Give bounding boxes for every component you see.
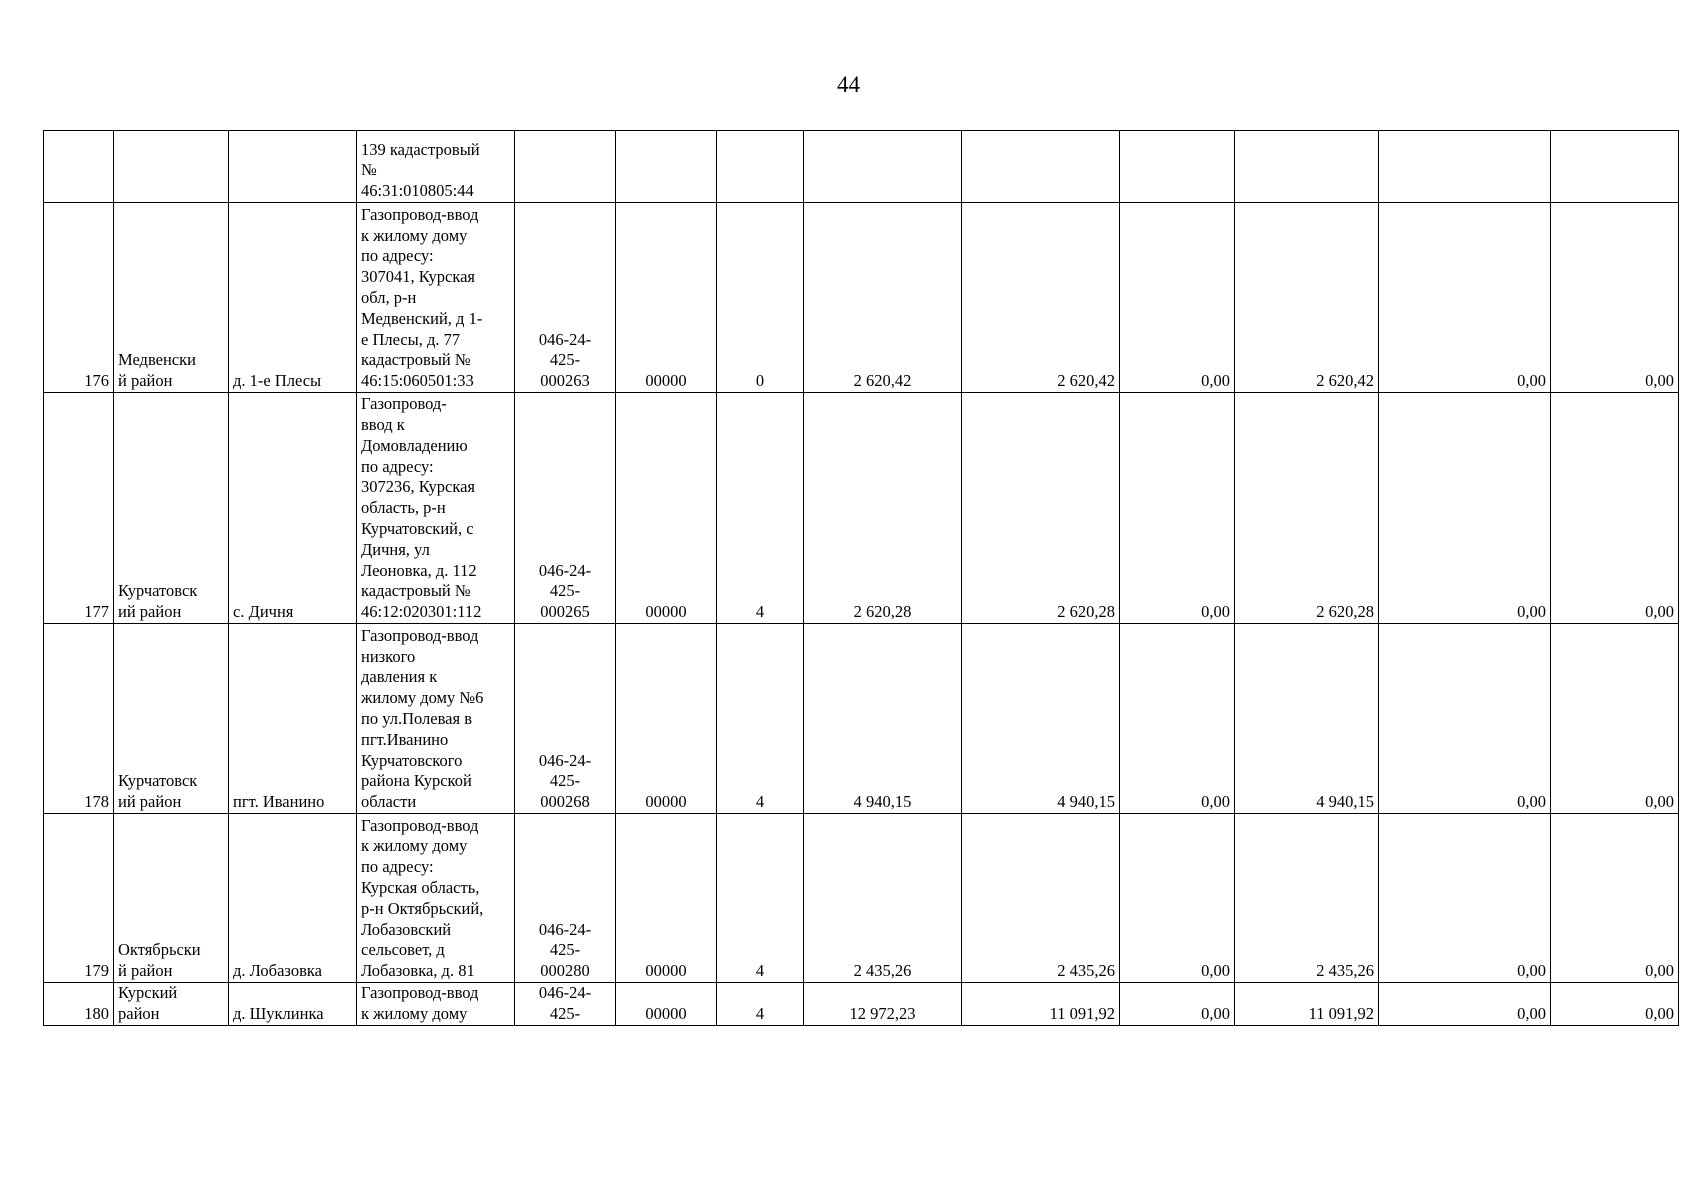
value-cell: 4 940,15 bbox=[1235, 624, 1379, 814]
row-number: 178 bbox=[44, 624, 114, 814]
value-cell: 2 620,42 bbox=[962, 203, 1120, 393]
page-number: 44 bbox=[837, 72, 860, 97]
registry-code-cell bbox=[515, 131, 616, 203]
value-cell: 11 091,92 bbox=[962, 983, 1120, 1026]
value-cell: 4 940,15 bbox=[962, 624, 1120, 814]
value-cell: 0,00 bbox=[1379, 393, 1551, 624]
locality-cell: пгт. Иванино bbox=[229, 624, 357, 814]
sub-code-cell: 00000 bbox=[616, 624, 717, 814]
group-cell: 4 bbox=[717, 393, 804, 624]
table-row bbox=[44, 131, 1679, 203]
value-cell: 0,00 bbox=[1379, 624, 1551, 814]
registry-code-cell: 046-24- 425- 000263 bbox=[515, 203, 616, 393]
value-cell: 0,00 bbox=[1379, 983, 1551, 1026]
value-cell: 2 620,42 bbox=[1235, 203, 1379, 393]
locality-cell: д. 1-е Плесы bbox=[229, 203, 357, 393]
object-description-cell: Газопровод-ввод низкого давления к жилому дому №6 по ул.Полевая в пгт.Иванино Курчатовского района Курской области bbox=[357, 624, 515, 814]
value-cell bbox=[1235, 131, 1379, 203]
value-cell: 2 620,42 bbox=[804, 203, 962, 393]
district-cell: Октябрьски й район bbox=[114, 814, 229, 983]
table-row bbox=[44, 983, 1679, 1026]
district-cell: Медвенски й район bbox=[114, 203, 229, 393]
row-number: 176 bbox=[44, 203, 114, 393]
locality-cell bbox=[229, 131, 357, 203]
value-cell: 2 435,26 bbox=[962, 814, 1120, 983]
value-cell: 0,00 bbox=[1120, 814, 1235, 983]
district-cell: Курчатовск ий район bbox=[114, 624, 229, 814]
sub-code-cell bbox=[616, 131, 717, 203]
object-description-cell: Газопровод- ввод к Домовладению по адресу: 307236, Курская область, р-н Курчатовский, с Дичня, ул Леоновка, д. 112 кадастровый № 46:12:020301:112 bbox=[357, 393, 515, 624]
row-number: 179 bbox=[44, 814, 114, 983]
registry-code-cell: 046-24- 425- 000280 bbox=[515, 814, 616, 983]
value-cell: 11 091,92 bbox=[1235, 983, 1379, 1026]
value-cell: 0,00 bbox=[1120, 393, 1235, 624]
table-row bbox=[44, 393, 1679, 624]
district-cell: Курчатовск ий район bbox=[114, 393, 229, 624]
object-description-cell: 139 кадастровый № 46:31:010805:44 bbox=[357, 131, 515, 203]
gas-pipeline-registry-table bbox=[43, 130, 1679, 1026]
value-cell: 0,00 bbox=[1551, 393, 1679, 624]
value-cell: 0,00 bbox=[1551, 624, 1679, 814]
district-cell: Курский район bbox=[114, 983, 229, 1026]
registry-code-cell: 046-24- 425- 000265 bbox=[515, 393, 616, 624]
table-row bbox=[44, 814, 1679, 983]
value-cell: 0,00 bbox=[1551, 203, 1679, 393]
row-number: 177 bbox=[44, 393, 114, 624]
value-cell bbox=[804, 131, 962, 203]
object-description-cell: Газопровод-ввод к жилому дому bbox=[357, 983, 515, 1026]
value-cell: 4 940,15 bbox=[804, 624, 962, 814]
value-cell bbox=[1120, 131, 1235, 203]
value-cell: 0,00 bbox=[1120, 983, 1235, 1026]
value-cell: 0,00 bbox=[1379, 203, 1551, 393]
value-cell: 0,00 bbox=[1551, 814, 1679, 983]
locality-cell: д. Шуклинка bbox=[229, 983, 357, 1026]
value-cell: 0,00 bbox=[1120, 624, 1235, 814]
value-cell: 0,00 bbox=[1379, 814, 1551, 983]
row-number: 180 bbox=[44, 983, 114, 1026]
group-cell: 0 bbox=[717, 203, 804, 393]
object-description-cell: Газопровод-ввод к жилому дому по адресу: Курская область, р-н Октябрьский, Лобазовский сельсовет, д Лобазовка, д. 81 bbox=[357, 814, 515, 983]
registry-code-cell: 046-24- 425- bbox=[515, 983, 616, 1026]
group-cell: 4 bbox=[717, 814, 804, 983]
value-cell bbox=[1379, 131, 1551, 203]
value-cell: 2 620,28 bbox=[962, 393, 1120, 624]
group-cell bbox=[717, 131, 804, 203]
table-row bbox=[44, 624, 1679, 814]
group-cell: 4 bbox=[717, 983, 804, 1026]
value-cell: 2 620,28 bbox=[1235, 393, 1379, 624]
object-description-cell: Газопровод-ввод к жилому дому по адресу: 307041, Курская обл, р-н Медвенский, д 1- е Плесы, д. 77 кадастровый № 46:15:060501:33 bbox=[357, 203, 515, 393]
value-cell: 0,00 bbox=[1120, 203, 1235, 393]
value-cell: 2 435,26 bbox=[1235, 814, 1379, 983]
value-cell: 2 620,28 bbox=[804, 393, 962, 624]
sub-code-cell: 00000 bbox=[616, 393, 717, 624]
table-row bbox=[44, 203, 1679, 393]
sub-code-cell: 00000 bbox=[616, 983, 717, 1026]
group-cell: 4 bbox=[717, 624, 804, 814]
value-cell bbox=[962, 131, 1120, 203]
registry-code-cell: 046-24- 425- 000268 bbox=[515, 624, 616, 814]
locality-cell: д. Лобазовка bbox=[229, 814, 357, 983]
value-cell: 2 435,26 bbox=[804, 814, 962, 983]
sub-code-cell: 00000 bbox=[616, 814, 717, 983]
district-cell bbox=[114, 131, 229, 203]
value-cell: 12 972,23 bbox=[804, 983, 962, 1026]
value-cell bbox=[1551, 131, 1679, 203]
locality-cell: с. Дичня bbox=[229, 393, 357, 624]
sub-code-cell: 00000 bbox=[616, 203, 717, 393]
value-cell: 0,00 bbox=[1551, 983, 1679, 1026]
row-number bbox=[44, 131, 114, 203]
